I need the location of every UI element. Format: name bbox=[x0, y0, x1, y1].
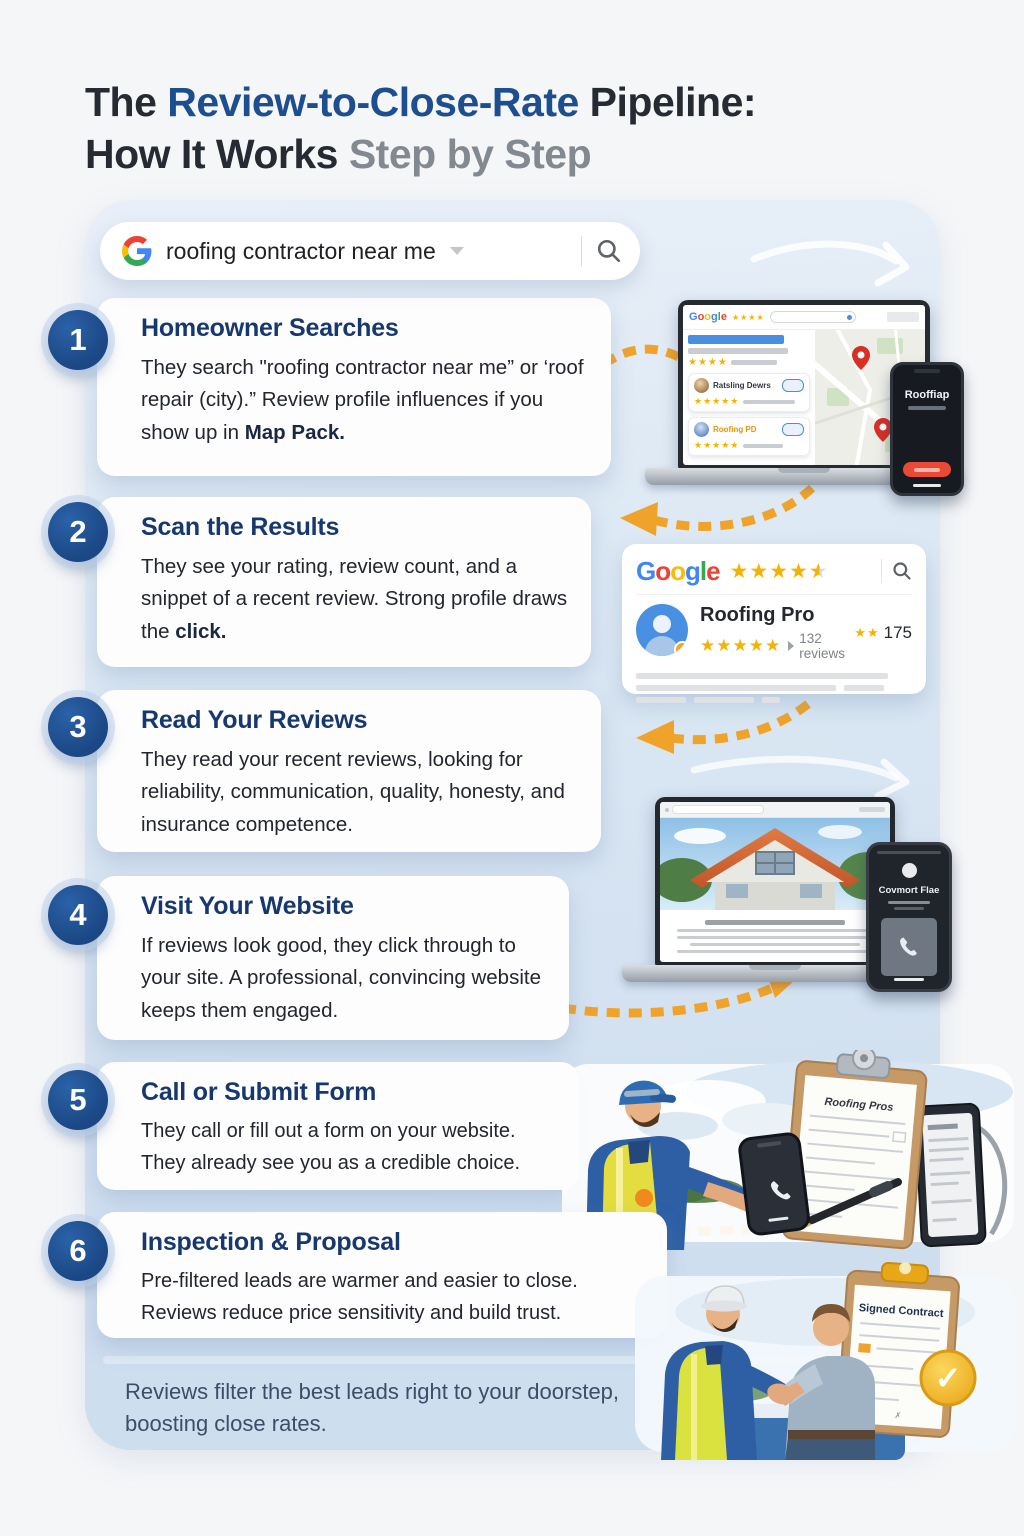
phone1-notch bbox=[914, 369, 940, 373]
avatar-badge-icon bbox=[674, 641, 688, 656]
phone1-app-title: Rooffiap bbox=[904, 389, 950, 401]
listing-2-name: Roofing PD bbox=[713, 425, 757, 434]
phone-handset-icon bbox=[897, 935, 921, 959]
check-icon: ✓ bbox=[934, 1360, 962, 1396]
text-placeholder bbox=[688, 348, 788, 354]
search-query-text[interactable]: roofing contractor near me bbox=[166, 237, 436, 264]
laptop1-google-header bbox=[683, 305, 925, 330]
listing-2-stars: ★★★★★ bbox=[694, 440, 740, 450]
listing-2-snippet bbox=[743, 444, 783, 448]
phone1-call-button[interactable] bbox=[903, 462, 951, 477]
phone2-home-bar bbox=[894, 978, 924, 981]
google-review-card bbox=[622, 544, 926, 694]
call-button-label-placeholder bbox=[914, 468, 940, 472]
mini-header-button[interactable] bbox=[887, 312, 919, 322]
search-icon[interactable] bbox=[892, 561, 912, 581]
step-6-body: Pre-filtered leads are warmer and easier to close. Reviews reduce price sensitivity and build trust. bbox=[141, 1270, 578, 1324]
step-2-body: They see your rating, review count, and a snippet of a recent review. Strong profile draws the click. bbox=[141, 555, 568, 643]
phone2-subtitle-placeholder bbox=[888, 901, 930, 904]
avatar-head bbox=[653, 615, 671, 633]
rating-stars: ★★★★ bbox=[688, 357, 728, 368]
header-half-star: ★ bbox=[808, 559, 828, 583]
title-highlight: Review-to-Close-Rate bbox=[167, 79, 579, 125]
step-4-card bbox=[97, 876, 569, 1040]
browser-url-bar[interactable] bbox=[672, 805, 764, 814]
laptop4-screen bbox=[660, 802, 890, 962]
mini-google-logo: Google bbox=[689, 311, 727, 323]
step-2-badge: 2 bbox=[48, 502, 108, 562]
phone2-logo-icon bbox=[902, 863, 917, 878]
review-count[interactable]: 132 reviews bbox=[799, 631, 845, 661]
step-5-card bbox=[97, 1062, 579, 1190]
browser-dot bbox=[665, 808, 669, 812]
laptop-website bbox=[655, 797, 895, 967]
browser-window-controls[interactable] bbox=[859, 807, 885, 812]
sponsored-bar bbox=[688, 335, 784, 344]
website-hero-house bbox=[660, 818, 890, 910]
step-6-heading: Inspection & Proposal bbox=[141, 1228, 401, 1256]
step-2-heading: Scan the Results bbox=[141, 513, 340, 541]
results-list-panel bbox=[683, 330, 815, 465]
listing-2-contact-button[interactable] bbox=[782, 423, 804, 436]
mini-search-field[interactable] bbox=[770, 311, 856, 323]
step-1-card bbox=[97, 298, 611, 476]
phone2-app-title: Covmort Flae bbox=[878, 885, 940, 896]
step-3-heading: Read Your Reviews bbox=[141, 706, 368, 734]
page-title bbox=[85, 76, 756, 181]
step-3-body: They read your recent reviews, looking for reliability, communication, quality, honesty, and insurance competence. bbox=[141, 748, 565, 836]
dashed-arrow-step3 bbox=[622, 694, 822, 756]
step-1-heading: Homeowner Searches bbox=[141, 314, 399, 342]
google-g-logo-icon bbox=[122, 236, 152, 266]
handshake-scene bbox=[635, 1242, 1024, 1460]
step-6-badge: 6 bbox=[48, 1221, 108, 1281]
check-badge bbox=[921, 1351, 975, 1405]
search-divider bbox=[581, 236, 582, 266]
listing-2-avatar bbox=[694, 422, 709, 437]
business-avatar bbox=[636, 604, 688, 656]
contract-title: Signed Contract bbox=[858, 1302, 944, 1320]
business-name: Roofing Pro bbox=[700, 604, 815, 626]
search-icon[interactable] bbox=[596, 238, 622, 264]
laptop1-screen bbox=[683, 305, 925, 465]
listing-1-name: Ratsling Dewrs bbox=[713, 381, 771, 390]
browser-chrome bbox=[660, 802, 890, 818]
rating-text-placeholder bbox=[731, 360, 777, 365]
phone2-status-bar bbox=[877, 851, 941, 854]
snippet-placeholder-lines bbox=[636, 673, 912, 703]
step-3-card bbox=[97, 690, 601, 852]
rating-count-right: ★★ 175 bbox=[854, 622, 912, 642]
phone2-subtitle-placeholder-2 bbox=[894, 907, 924, 910]
website-content bbox=[660, 910, 890, 962]
phone-call-screen bbox=[890, 362, 964, 496]
step-6-card bbox=[97, 1212, 667, 1338]
google-card-header bbox=[636, 554, 912, 595]
mini-search-button bbox=[847, 315, 852, 320]
step-5-body: They call or fill out a form on your website. They already see you as a credible choice. bbox=[141, 1120, 521, 1174]
step-1-body: They search "roofing contractor near me” or ‘roof repair (city).” Review profile influences if you show up in Map Pack. bbox=[141, 356, 584, 444]
business-listing-2[interactable] bbox=[688, 417, 810, 456]
phone1-home-bar bbox=[913, 484, 941, 487]
step-5-heading: Call or Submit Form bbox=[141, 1078, 377, 1106]
caret-icon bbox=[788, 641, 794, 651]
step-3-badge: 3 bbox=[48, 697, 108, 757]
header-divider bbox=[881, 559, 882, 583]
title-line-1: The Review-to-Close-Rate Pipeline: bbox=[85, 79, 757, 125]
business-rating-row bbox=[636, 604, 912, 661]
step-1-badge: 1 bbox=[48, 310, 108, 370]
phone1-subtitle-placeholder bbox=[908, 406, 946, 410]
phone2-call-pad[interactable] bbox=[881, 918, 937, 976]
worker-phone bbox=[738, 1133, 809, 1236]
google-search-bar[interactable] bbox=[100, 222, 640, 280]
mini-stars: ★★★★ bbox=[731, 312, 765, 322]
listing-1-avatar bbox=[694, 378, 709, 393]
listing-1-contact-button[interactable] bbox=[782, 379, 804, 392]
step-5-badge: 5 bbox=[48, 1070, 108, 1130]
phone-contact-screen bbox=[866, 842, 952, 992]
chevron-down-icon bbox=[450, 247, 464, 255]
header-rating-stars: ★★★★ bbox=[729, 559, 809, 583]
business-listing-1[interactable] bbox=[688, 373, 810, 412]
title-line-2: How It Works Step by Step bbox=[85, 131, 592, 178]
dashed-arrow-step2 bbox=[612, 476, 827, 548]
step-4-heading: Visit Your Website bbox=[141, 892, 354, 920]
business-stars: ★★★★★ bbox=[700, 636, 782, 655]
white-curved-arrow-top bbox=[748, 225, 918, 300]
step-4-body: If reviews look good, they click through to your site. A professional, convincing website keeps them engaged. bbox=[141, 934, 541, 1022]
step-2-card bbox=[97, 497, 591, 667]
svg-text:✗: ✗ bbox=[894, 1410, 902, 1421]
listing-1-stars: ★★★★★ bbox=[694, 396, 740, 406]
footer-text: Reviews filter the best leads right to your doorstep, boosting close rates. bbox=[125, 1379, 620, 1436]
google-wordmark: Google bbox=[636, 555, 720, 586]
step-4-badge: 4 bbox=[48, 885, 108, 945]
clipboard-title: Roofing Pros bbox=[824, 1095, 894, 1114]
listing-1-snippet bbox=[743, 400, 795, 404]
